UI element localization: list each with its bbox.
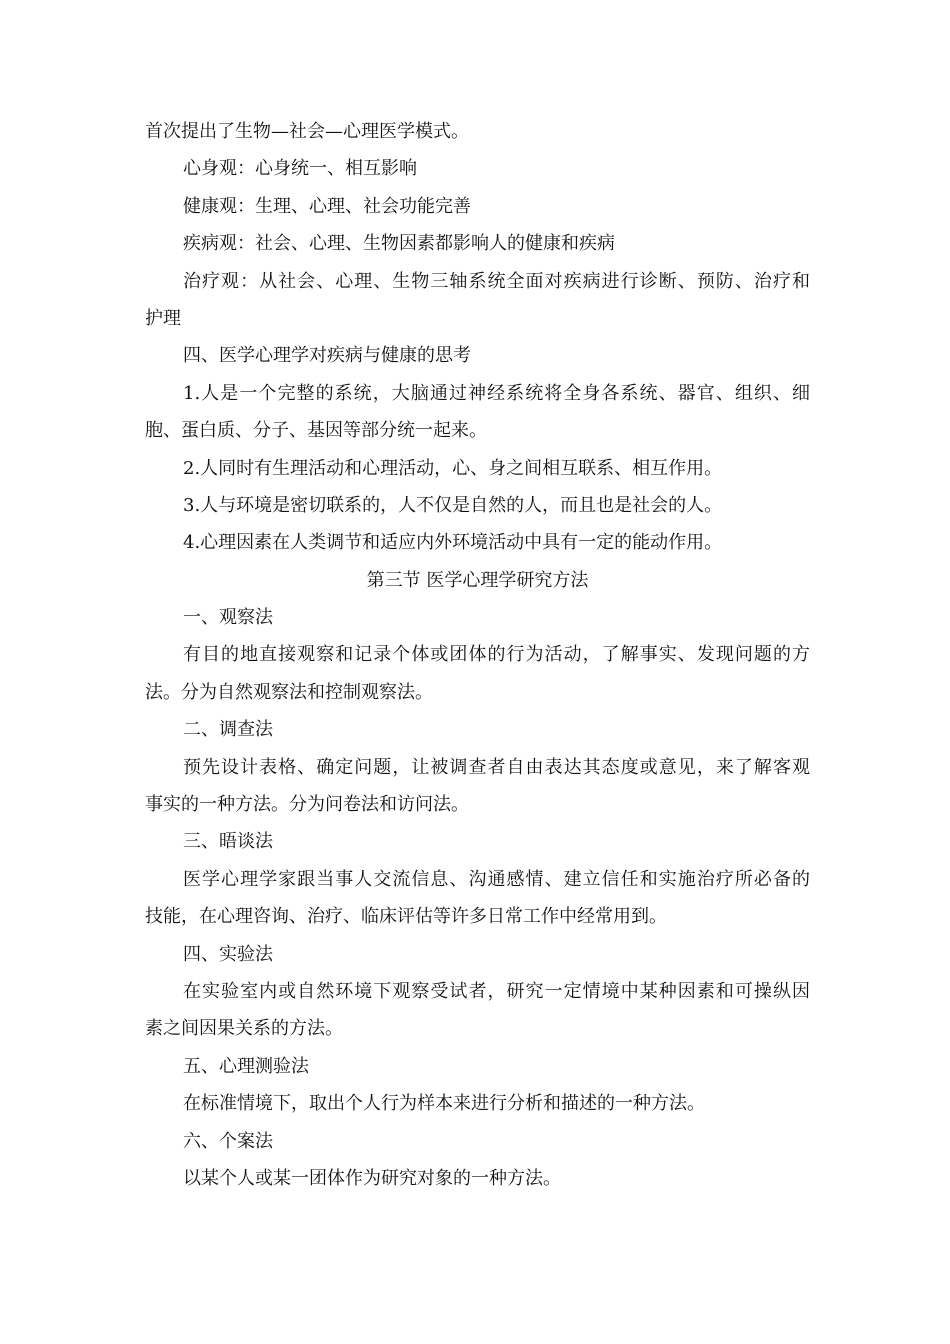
section-heading: 一、观察法: [183, 607, 273, 629]
section-heading: 四、实验法: [183, 943, 273, 965]
paragraph-line: 护理: [145, 307, 181, 329]
paragraph-line: 治疗观：从社会、心理、生物三轴系统全面对疾病进行诊断、预防、治疗和: [183, 270, 810, 292]
paragraph-line: 有目的地直接观察和记录个体或团体的行为活动，了解事实、发现问题的方: [183, 644, 810, 666]
paragraph-line: 胞、蛋白质、分子、基因等部分统一起来。: [145, 420, 487, 442]
paragraph-line: 医学心理学家跟当事人交流信息、沟通感情、建立信任和实施治疗所必备的: [183, 868, 810, 890]
paragraph-line: 3.人与环境是密切联系的，人不仅是自然的人，而且也是社会的人。: [183, 494, 723, 516]
section-heading: 四、医学心理学对疾病与健康的思考: [183, 345, 471, 367]
paragraph-line: 首次提出了生物—社会—心理医学模式。: [145, 121, 469, 142]
paragraph-line: 疾病观：社会、心理、生物因素都影响人的健康和疾病: [183, 233, 615, 255]
paragraph-line: 1.人是一个完整的系统，大脑通过神经系统将全身各系统、器官、组织、细: [183, 382, 810, 404]
paragraph-line: 健康观：生理、心理、社会功能完善: [183, 195, 471, 217]
paragraph-line: 心身观：心身统一、相互影响: [183, 158, 417, 180]
section-heading: 六、个案法: [183, 1130, 273, 1152]
section-heading: 五、心理测验法: [183, 1055, 309, 1077]
paragraph-line: 法。分为自然观察法和控制观察法。: [145, 681, 433, 703]
section-heading: 三、晤谈法: [183, 831, 273, 853]
chapter-section-title: 第三节 医学心理学研究方法: [366, 569, 589, 591]
paragraph-line: 2.人同时有生理活动和心理活动，心、身之间相互联系、相互作用。: [183, 457, 723, 479]
paragraph-line: 以某个人或某一团体作为研究对象的一种方法。: [183, 1167, 561, 1189]
paragraph-line: 技能，在心理咨询、治疗、临床评估等许多日常工作中经常用到。: [145, 906, 667, 928]
paragraph-line: 预先设计表格、确定问题，让被调查者自由表达其态度或意见，来了解客观: [183, 756, 810, 778]
document-body: [145, 113, 810, 1197]
paragraph-line: 素之间因果关系的方法。: [145, 1018, 343, 1040]
paragraph-line: 在实验室内或自然环境下观察受试者，研究一定情境中某种因素和可操纵因: [183, 980, 810, 1002]
section-heading: 二、调查法: [183, 719, 273, 741]
paragraph-line: 4.心理因素在人类调节和适应内外环境活动中具有一定的能动作用。: [183, 532, 723, 554]
paragraph-line: 事实的一种方法。分为问卷法和访问法。: [145, 794, 469, 816]
paragraph-line: 在标准情境下，取出个人行为样本来进行分析和描述的一种方法。: [183, 1093, 705, 1115]
